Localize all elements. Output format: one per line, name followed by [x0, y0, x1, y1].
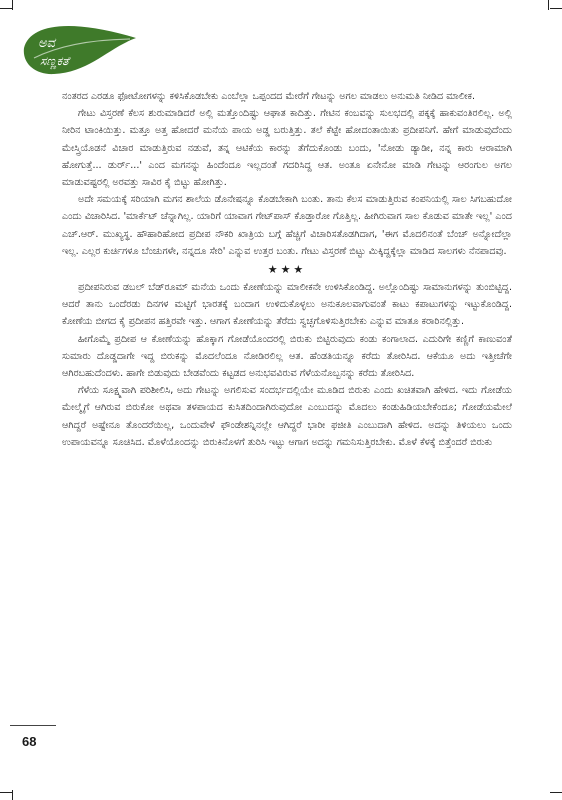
crop-mark-top-right — [550, 8, 562, 9]
crop-mark-top-right-v — [548, 0, 549, 10]
leaf-logo-icon — [20, 18, 138, 76]
paragraph: ಪ್ರದೀಪನಿರುವ ಡಬಲ್ ಬೆಡ್‌ರೂಮ್ ಮನೆಯ ಒಂದು ಕೋಣೆಯನ್ನು ಮಾಲೀಕನೇ ಉಳಿಸಿಕೊಂಡಿದ್ದ. ಅಲ್ಲೊಂದಿಷ್ಟು ಸಾಮಾನುಗಳನ್ನು ತುಂಬಿಟ್ಟಿದ್ದ. ಆದರೆ ತಾನು ಒಂದೆರಡು ದಿನಗಳ ಮಟ್ಟಿಗೆ ಭಾರತಕ್ಕೆ ಬಂದಾಗ ಉಳಿದುಕೊಳ್ಳಲು ಅನುಕೂಲವಾಗುವಂತೆ ಕಾಟು ಕಪಾಟುಗಳನ್ನು ಇಟ್ಟುಕೊಂಡಿದ್ದ. ಕೋಣೆಯ ಬೀಗದ ಕೈ ಪ್ರದೀಪನ ಹತ್ತಿರವೇ ಇತ್ತು. ಆಗಾಗ ಕೋಣೆಯನ್ನು ತೆರೆದು ಸ್ವಚ್ಛಗೊಳಿಸುತ್ತಿರಬೇಕು ಎನ್ನುವ ಮಾತೂ ಕರಾರಿನಲ್ಲಿತ್ತು. — [62, 282, 512, 328]
crop-mark-top-left-v — [12, 0, 13, 10]
crop-mark-bottom-left-v — [12, 790, 13, 800]
paragraph: ಹೀಗೊಮ್ಮೆ ಪ್ರದೀಪ ಆ ಕೋಣೆಯನ್ನು ಹೊಕ್ಕಾಗ ಗೋಡೆಯೊಂದರಲ್ಲಿ ಬಿರುಕು ಬಿಟ್ಟಿರುವುದು ಕಂಡು ಕಂಗಾಲಾದ. ಎದುರಿಗೇ ಕಣ್ಣಿಗೆ ಕಾಣುವಂತೆ ಸುಮಾರು ದೊಡ್ಡದಾಗೇ ಇದ್ದ ಬಿರುಕನ್ನು ಮೊದಲೆಂದೂ ನೋಡಿರಲಿಲ್ಲ ಆತ. ಹೆಂಡತಿಯನ್ನೂ ಕರೆದು ತೋರಿಸಿದ. ಆಕೆಯೂ ಅದು ಇತ್ತೀಚೆಗೇ ಆಗಿರಬಹುದೆಂದಳು. ಹಾಗೇ ಬಿಡುವುದು ಬೇಡವೆಂದು ಕಟ್ಟಡದ ಅನುಭವವಿರುವ ಗೆಳೆಯನೊಬ್ಬನನ್ನು ಕರೆದು ತೋರಿಸಿದ. — [62, 333, 512, 380]
logo-script-bottom: ಸಣ್ಣಕತೆ — [40, 54, 69, 68]
paragraph: ಗೇಟು ವಿಸ್ತರಣೆ ಕೆಲಸ ಶುರುಮಾಡಿದರೆ ಅಲ್ಲಿ ಮತ್ತೊಂದಿಷ್ಟು ಆಘಾತ ಕಾದಿತ್ತು. ಗೇಟಿನ ಕಂಬವನ್ನು ಸುಲಭದಲ್ಲಿ ಪಕ್ಕಕ್ಕೆ ಹಾಕುವಂತಿರಲಿಲ್ಲ. ಅಲ್ಲಿ ನೀರಿನ ಟಾಂಕಿಯಿತ್ತು. ಮತ್ತೂ ಅತ್ತ ಹೋದರೆ ಮನೆಯ ಪಾಯ ಅಡ್ಡ ಬರುತ್ತಿತ್ತು. ತಲೆ ಕೆಟ್ಟೇ ಹೋದಂತಾಯಿತು ಪ್ರದೀಪನಿಗೆ. ಹೇಗೆ ಮಾಡುವುದೆಂದು ಮೇಸ್ತ್ರಿಯೊಡನೆ ವಿಚಾರ ಮಾಡುತ್ತಿರುವ ನಡುವೆ, ತನ್ನ ಆಟಿಕೆಯ ಕಾರನ್ನು ತೆಗೆದುಕೊಂಡು ಬಂದು, 'ನೋಡು ಡ್ಯಾಡೀ, ನನ್ನ ಕಾರು ಆರಾಮಾಗಿ ಹೋಗುತ್ತೆ... ಡುರ್ರ್...' ಎಂದ ಮಗನನ್ನು ಹಿಂದೆಂದೂ ಇಲ್ಲದಂತೆ ಗದರಿಸಿದ್ದ ಆತ. ಅಂತೂ ಏನೇನೋ ಮಾಡಿ ಗೇಟನ್ನು ಆರಂಗುಲ ಅಗಲ ಮಾಡುವಷ್ಟರಲ್ಲಿ ಅರವತ್ತು ಸಾವಿರ ಕೈ ಬಿಟ್ಟು ಹೋಗಿತ್ತು. — [62, 108, 512, 189]
page-number: 68 — [22, 734, 37, 749]
crop-mark-bottom-right — [550, 792, 562, 793]
crop-mark-top-left — [0, 8, 12, 9]
paragraph: ಗೆಳೆಯ ಸೂಕ್ಷ್ಮವಾಗಿ ಪರಿಶೀಲಿಸಿ, ಅದು ಗೇಟನ್ನು ಅಗಲಿಸುವ ಸಂದರ್ಭದಲ್ಲಿಯೇ ಮೂಡಿದ ಬಿರುಕು ಎಂದು ಖಚಿತವಾಗಿ ಹೇಳಿದ. ಇದು ಗೋಡೆಯ ಮೇಲ್ಮೈಗೆ ಆಗಿರುವ ಬಿರುಕೋ ಅಥವಾ ತಳಪಾಯದ ಕುಸಿತದಿಂದಾಗಿರುವುದೋ ಎಂಬುದನ್ನು ಮೊದಲು ಕಂಡುಹಿಡಿಯಬೇಕೆಂದೂ; ಗೋಡೆಯಮೇಲೆ ಆಗಿದ್ದರೆ ಅಷ್ಟೇನೂ ತೊಂದರೆಯಿಲ್ಲ, ಒಂದುವೇಳೆ ಫೌಂಡೇಶನ್ನಿನಲ್ಲೇ ಆಗಿದ್ದರೆ ಭಾರೀ ಫಜೀತಿ ಎಂಬುದಾಗಿ ಹೇಳಿದ. ಅದನ್ನು ತಿಳಿಯಲು ಒಂದು ಉಪಾಯವನ್ನೂ ಸೂಚಿಸಿದ. ಮೊಳೆಯೊಂದನ್ನು ಬಿರುಕಿನೊಳಗೆ ತುರಿಸಿ ಇಟ್ಟು ಆಗಾಗ ಅದನ್ನು ಗಮನಿಸುತ್ತಿರಬೇಕು. ಮೊಳೆ ಕೆಳಕ್ಕೆ ಬಿತ್ತೆಂದರೆ ಬಿರುಕು — [62, 385, 512, 448]
story-body — [62, 88, 512, 451]
footer-rule — [10, 725, 56, 726]
paragraph: ನಂತರದ ಎರಡೂ ಫೋಟೋಗಳನ್ನು ಕಳಿಸಿಕೊಡಬೇಕು ಎಂಬೆಲ್ಲಾ ಒಪ್ಪಂದದ ಮೇರೆಗೆ ಗೇಟನ್ನು ಅಗಲ ಮಾಡಲು ಅನುಮತಿ ನೀಡಿದ ಮಾಲೀಕ. — [62, 91, 476, 102]
crop-mark-bottom-left — [0, 792, 12, 793]
section-separator: ★★★ — [267, 263, 307, 277]
paragraph: ಅದೇ ಸಮಯಕ್ಕೆ ಸರಿಯಾಗಿ ಮಗನ ಶಾಲೆಯ ಡೊನೇಷನ್ನೂ ಕೊಡಬೇಕಾಗಿ ಬಂತು. ತಾನು ಕೆಲಸ ಮಾಡುತ್ತಿರುವ ಕಂಪನಿಯಲ್ಲಿ ಸಾಲ ಸಿಗಬಹುದೋ ಎಂದು ವಿಚಾರಿಸಿದ. 'ಮಾರ್ಕೆಟ್ ಚೆನ್ನಾಗಿಲ್ಲ. ಯಾರಿಗೆ ಯಾವಾಗ ಗೇಟ್‌ಪಾಸ್ ಕೊಡ್ತಾರೋ ಗೊತ್ತಿಲ್ಲ. ಹೀಗಿರುವಾಗ ಸಾಲ ಕೊಡುವ ಮಾತೇ ಇಲ್ಲ' ಎಂದ ಎಚ್.ಆರ್. ಮುಖ್ಯಸ್ಥ. ಹೌಹಾರಿಹೋದ ಪ್ರದೀಪ ನೌಕರಿ ಖಾತ್ರಿಯ ಬಗ್ಗೆ ಹೆಚ್ಚಿಗೆ ವಿಚಾರಿಸತೊಡಗಿದಾಗ, 'ಈಗ ಮೊದಲಿನಂತೆ ಬೆಂಚ್ ಅನ್ನೋದೆಲ್ಲಾ ಇಲ್ಲ. ಎಲ್ಲರ ಕುರ್ಚಿಗಳೂ ಬೆಂಚುಗಳೇ, ನನ್ನದೂ ಸೇರಿ' ಎನ್ನುವ ಉತ್ತರ ಬಂತು. ಗೇಟು ವಿಸ್ತರಣೆ ಬಿಟ್ಟು ಮಿಕ್ಕಿದ್ದಕ್ಕೆಲ್ಲಾ ಮಾಡಿದ ಸಾಲಗಳು ನೆನಪಾದವು. — [62, 194, 513, 257]
logo-script-top: ಅವ — [38, 36, 55, 51]
